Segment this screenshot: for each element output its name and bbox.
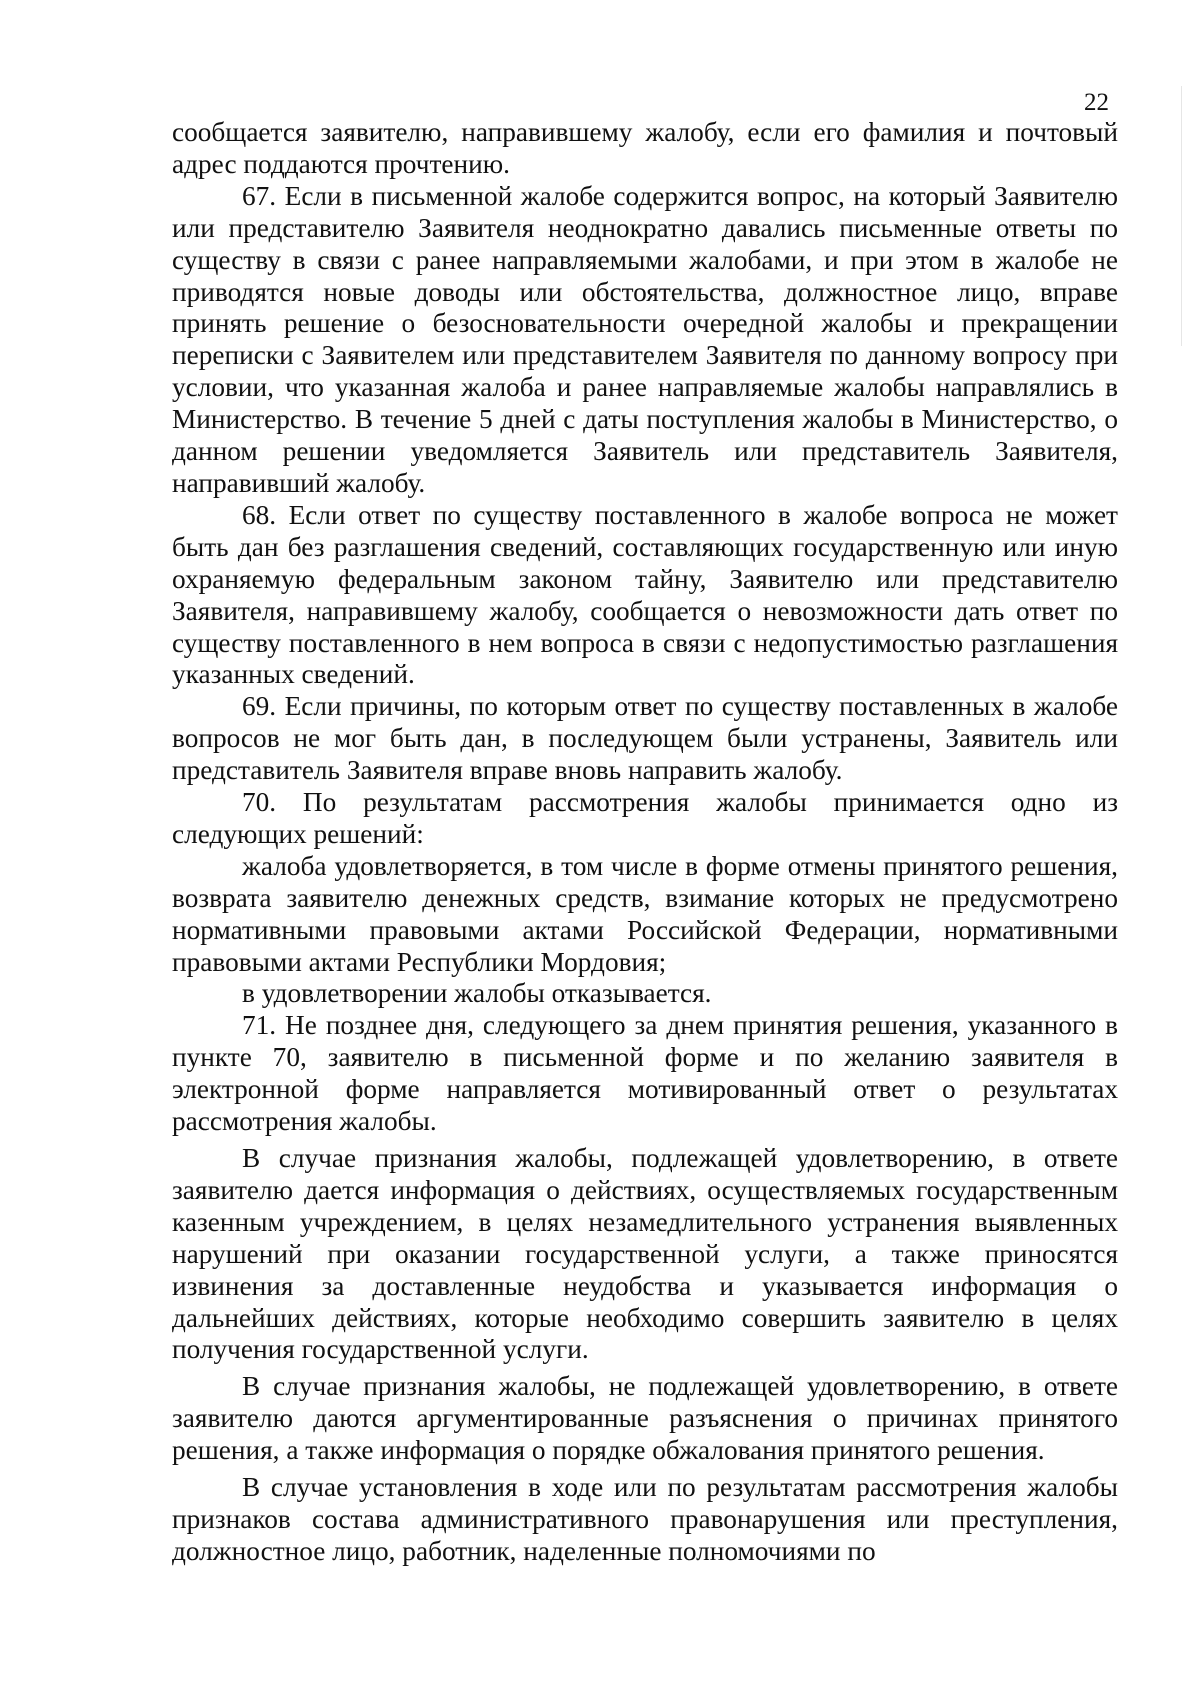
paragraph-item-69: 69. Если причины, по которым ответ по существу поставленных в жалобе вопросов не мог быть дан, в последующем были устранены, Заявитель или представитель Заявителя вправе вновь направить жалобу. [172, 691, 1118, 786]
paragraph-item-67: 67. Если в письменной жалобе содержится вопрос, на который Заявителю или представителю Заявителя неоднократно давались письменные ответы по существу в связи с ранее направляемыми жалобами, и при этом в жалобе не приводятся новые доводы или обстоятельства, должностное лицо, вправе принять решение о безосновательности очередной жалобы и прекращении переписки с Заявителем или представителем Заявителя по данному вопросу при условии, что указанная жалоба и ранее направляемые жалобы направлялись в Министерство. В течение 5 дней с даты поступления жалобы в Министерство, о данном решении уведомляется Заявитель или представитель Заявителя, направивший жалобу. [172, 180, 1118, 498]
paragraph-item-71: 71. Не позднее дня, следующего за днем принятия решения, указанного в пункте 70, заявителю в письменной форме и по желанию заявителя в электронной форме направляется мотивированный ответ о результатах рассмотрения жалобы. [172, 1010, 1118, 1137]
document-body [172, 117, 1118, 1568]
paragraph-decision-refuse: в удовлетворении жалобы отказывается. [242, 978, 712, 1009]
paragraph-decision-satisfy: жалоба удовлетворяется, в том числе в форме отмены принятого решения, возврата заявителю денежных средств, взимание которых не предусмотрено нормативными правовыми актами Российской Федерации, нормативными правовыми актами Республики Мордовия; [172, 850, 1118, 977]
paragraph-violation-signs: В случае установления в ходе или по результатам рассмотрения жалобы признаков состава административного правонарушения или преступления, должностное лицо, работник, наделенные полномочиями по [172, 1472, 1118, 1566]
paragraph-item-68: 68. Если ответ по существу поставленного в жалобе вопроса не может быть дан без разглашения сведений, составляющих государственную или иную охраняемую федеральным законом тайну, Заявителю или представителю Заявителя, направившему жалобу, сообщается о невозможности дать ответ по существу поставленного в нем вопроса в связи с недопустимостью разглашения указанных сведений. [172, 499, 1118, 690]
page-number: 22 [1084, 89, 1109, 116]
paragraph-complaint-not-satisfied: В случае признания жалобы, не подлежащей удовлетворению, в ответе заявителю даются аргументированные разъяснения о причинах принятого решения, а также информация о порядке обжалования принятого решения. [172, 1371, 1118, 1466]
paragraph-complaint-satisfied: В случае признания жалобы, подлежащей удовлетворению, в ответе заявителю дается информация о действиях, осуществляемых государственным казенным учреждением, в целях незамедлительного устранения выявленных нарушений при оказании государственной услуги, а также приносятся извинения за доставленные неудобства и указывается информация о дальнейших действиях, которые необходимо совершить заявителю в целях получения государственной услуги. [172, 1143, 1118, 1365]
paragraph-continuation: сообщается заявителю, направившему жалобу, если его фамилия и почтовый адрес поддаются прочтению. [172, 117, 1118, 179]
paragraph-item-70: 70. По результатам рассмотрения жалобы принимается одно из следующих решений: [172, 787, 1118, 849]
scan-edge-line [1181, 86, 1182, 346]
